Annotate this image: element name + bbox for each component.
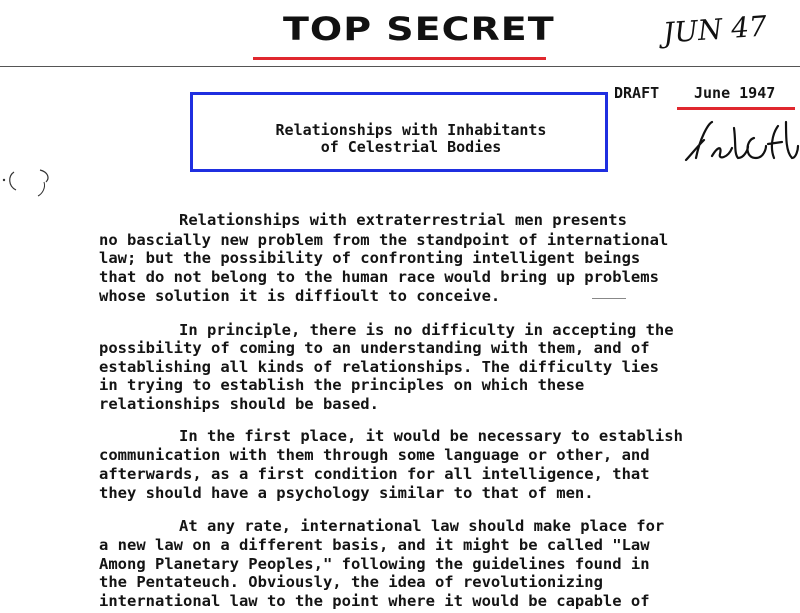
paragraph-4-line-1: At any rate, international law should make place for [179, 517, 665, 535]
stamp-red-underline [253, 57, 546, 60]
margin-marks [0, 160, 60, 210]
title-line-2: of Celestrial Bodies [320, 138, 502, 156]
handwritten-date: JUN 47 [661, 9, 768, 50]
paragraph-2-line-4: in trying to establish the principles on which these [99, 376, 585, 394]
paragraph-1-line-1: Relationships with extraterrestrial men presents [179, 211, 627, 229]
paragraph-3-line-2: communication with them through some language or other, and [99, 446, 650, 464]
paragraph-1-line-5: whose solution it is diffioult to conceive. [99, 287, 501, 305]
paragraph-2-line-5: relationships should be based. [99, 395, 379, 413]
paragraph-2-line-2: possibility of coming to an understanding with them, and of [99, 339, 650, 357]
paragraph-1-line-3: law; but the possibility of confronting intelligent beings [99, 249, 641, 267]
draft-date: June 1947 [694, 84, 776, 102]
paragraph-1-line-4: that do not belong to the human race would bring up problems [99, 268, 659, 286]
paragraph-4-line-2: a new law on a different basis, and it might be called "Law [99, 536, 650, 554]
title-line-1: Relationships with Inhabitants [275, 121, 547, 139]
paragraph-2-line-1: In principle, there is no difficulty in accepting the [179, 321, 674, 339]
margin-dash [592, 298, 626, 299]
date-red-underline [677, 107, 795, 110]
header-rule [0, 66, 800, 67]
paragraph-2-line-3: establishing all kinds of relationships. The difficulty lies [99, 358, 659, 376]
paragraph-3-line-4: they should have a psychology similar to that of men. [99, 484, 594, 502]
draft-label: DRAFT [614, 84, 660, 102]
handwritten-signature [682, 118, 800, 164]
title-box [190, 92, 608, 172]
paragraph-4-line-5: international law to the point where it would be capable of [99, 592, 650, 610]
paragraph-3-line-1: In the first place, it would be necessary to establish [179, 427, 683, 445]
top-secret-stamp: TOP SECRET [283, 10, 555, 48]
paragraph-3-line-3: afterwards, as a first condition for all intelligence, that [99, 465, 650, 483]
paragraph-4-line-3: Among Planetary Peoples," following the guidelines found in [99, 555, 650, 573]
paragraph-4-line-4: the Pentateuch. Obviously, the idea of revolutionizing [99, 573, 603, 591]
paragraph-1-line-2: no bascially new problem from the standpoint of international [99, 231, 669, 249]
